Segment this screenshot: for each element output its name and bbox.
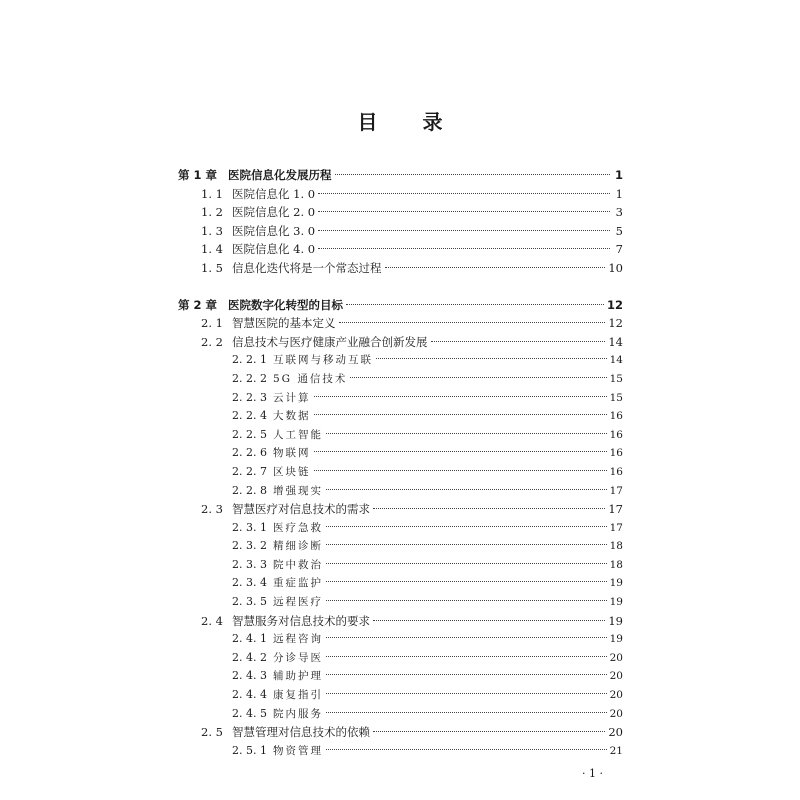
entry-number: 2. 5: [201, 725, 223, 740]
entry-number: 2. 4. 1: [232, 632, 267, 646]
entry-number: 第 2 章: [178, 297, 218, 312]
toc-section-entry[interactable]: [178, 333, 623, 352]
entry-number: 1. 2: [201, 205, 223, 220]
entry-title: 重症监护: [273, 577, 323, 590]
toc-section-entry[interactable]: [178, 500, 623, 519]
entry-page-number: 15: [609, 372, 623, 385]
entry-page-number: 19: [609, 577, 623, 590]
entry-number: 2. 2. 1: [232, 353, 267, 367]
entry-page-number: 17: [608, 502, 623, 517]
entry-title: 院内服务: [273, 707, 323, 720]
entry-page-number: 7: [615, 242, 623, 257]
entry-page-number: 1: [614, 168, 623, 182]
toc-subsection-entry[interactable]: [178, 389, 623, 408]
entry-title: 区块链: [273, 465, 311, 478]
entry-title: 医疗急救: [273, 521, 323, 534]
toc-section-entry[interactable]: [178, 723, 623, 742]
entry-number: 2. 3: [201, 502, 223, 517]
toc-section-entry[interactable]: [178, 314, 623, 333]
entry-title: 院中救治: [273, 558, 323, 571]
entry-number: 2. 2: [201, 334, 223, 349]
dot-leader: [314, 451, 607, 452]
entry-title: 远程咨询: [273, 633, 323, 646]
entry-page-number: 10: [608, 260, 623, 275]
dot-leader: [373, 731, 605, 732]
dot-leader: [326, 693, 607, 694]
toc-subsection-entry[interactable]: [178, 463, 623, 482]
entry-page-number: 20: [608, 725, 623, 740]
entry-number: 2. 5. 1: [232, 743, 267, 757]
dot-leader: [318, 193, 610, 194]
toc-section-entry[interactable]: [178, 612, 623, 631]
entry-title: 信息技术与医疗健康产业融合创新发展: [232, 334, 428, 349]
entry-number: 2. 4. 2: [232, 650, 267, 664]
entry-number: 2. 4. 5: [232, 706, 267, 720]
entry-number: 2. 3. 3: [232, 557, 267, 571]
table-of-contents: [178, 166, 623, 760]
dot-leader: [318, 248, 610, 249]
toc-section-entry[interactable]: [178, 185, 623, 204]
entry-page-number: 20: [609, 707, 623, 720]
entry-page-number: 16: [609, 428, 623, 441]
toc-subsection-entry[interactable]: [178, 370, 623, 389]
entry-page-number: 16: [609, 465, 623, 478]
toc-section-entry[interactable]: [178, 222, 623, 241]
entry-page-number: 17: [609, 521, 623, 534]
entry-page-number: 12: [608, 316, 623, 331]
toc-section-entry[interactable]: [178, 259, 623, 278]
entry-page-number: 17: [609, 484, 623, 497]
entry-page-number: 14: [608, 334, 623, 349]
entry-title: 医院信息化 4. 0: [232, 242, 316, 257]
entry-title: 互联网与移动互联: [273, 354, 373, 367]
entry-page-number: 1: [615, 186, 623, 201]
dot-leader: [326, 656, 607, 657]
entry-number: 2. 4. 3: [232, 669, 267, 683]
entry-number: 2. 3. 4: [232, 576, 267, 590]
entry-title: 智慧管理对信息技术的依赖: [232, 725, 370, 740]
entry-page-number: 20: [609, 670, 623, 683]
page-title: [0, 106, 800, 135]
entry-title: 人工智能: [273, 428, 323, 441]
entry-title: 康复指引: [273, 689, 323, 702]
entry-page-number: 18: [609, 540, 623, 553]
toc-subsection-entry[interactable]: [178, 351, 623, 370]
toc-subsection-entry[interactable]: [178, 593, 623, 612]
entry-number: 2. 2. 2: [232, 371, 267, 385]
entry-number: 1. 4: [201, 242, 223, 257]
dot-leader: [326, 489, 607, 490]
toc-subsection-entry[interactable]: [178, 667, 623, 686]
dot-leader: [326, 526, 607, 527]
entry-title: 远程医疗: [273, 596, 323, 609]
entry-title: 医院信息化 2. 0: [232, 205, 316, 220]
entry-page-number: 18: [609, 558, 623, 571]
entry-title: 智慧医疗对信息技术的需求: [232, 502, 370, 517]
toc-section-entry[interactable]: [178, 240, 623, 259]
entry-page-number: 19: [609, 633, 623, 646]
dot-leader: [376, 358, 607, 359]
entry-number: 第 1 章: [178, 168, 218, 182]
entry-title: 医院信息化发展历程: [228, 168, 332, 182]
dot-leader: [326, 712, 607, 713]
toc-subsection-entry[interactable]: [178, 649, 623, 668]
entry-title: 云计算: [273, 391, 311, 404]
dot-leader: [314, 396, 607, 397]
toc-subsection-entry[interactable]: [178, 537, 623, 556]
toc-chapter-entry[interactable]: [178, 296, 623, 315]
toc-chapter-entry[interactable]: [178, 166, 623, 185]
entry-number: 2. 2. 7: [232, 464, 267, 478]
entry-page-number: 16: [609, 447, 623, 460]
dot-leader: [326, 563, 607, 564]
entry-title: 增强现实: [273, 484, 323, 497]
entry-number: 2. 4: [201, 613, 223, 628]
page-number-footer: · 1 ·: [582, 767, 603, 780]
dot-leader: [346, 304, 604, 305]
entry-number: 2. 2. 3: [232, 390, 267, 404]
dot-leader: [314, 470, 607, 471]
dot-leader: [335, 174, 611, 175]
dot-leader: [314, 414, 607, 415]
entry-number: 2. 2. 4: [232, 409, 267, 423]
dot-leader: [326, 749, 607, 750]
dot-leader: [326, 600, 607, 601]
toc-subsection-entry[interactable]: [178, 556, 623, 575]
dot-leader: [326, 544, 607, 545]
entry-page-number: 5: [615, 223, 623, 238]
toc-subsection-entry[interactable]: [178, 686, 623, 705]
toc-subsection-entry[interactable]: [178, 742, 623, 761]
dot-leader: [326, 581, 607, 582]
entry-page-number: 20: [609, 689, 623, 702]
entry-number: 2. 3. 5: [232, 595, 267, 609]
entry-title: 分诊导医: [273, 651, 323, 664]
toc-subsection-entry[interactable]: [178, 444, 623, 463]
entry-page-number: 21: [609, 744, 623, 757]
dot-leader: [326, 674, 607, 675]
toc-subsection-entry[interactable]: [178, 705, 623, 724]
toc-subsection-entry[interactable]: [178, 574, 623, 593]
toc-subsection-entry[interactable]: [178, 407, 623, 426]
entry-page-number: 16: [609, 410, 623, 423]
dot-leader: [318, 230, 610, 231]
dot-leader: [326, 637, 607, 638]
entry-title: 智慧服务对信息技术的要求: [232, 613, 370, 628]
dot-leader: [385, 267, 606, 268]
entry-title: 医院信息化 1. 0: [232, 186, 316, 201]
entry-page-number: 14: [609, 354, 623, 367]
entry-page-number: 15: [609, 391, 623, 404]
entry-title: 辅助护理: [273, 670, 323, 683]
entry-page-number: 12: [606, 297, 623, 312]
entry-number: 1. 3: [201, 223, 223, 238]
entry-page-number: 19: [608, 613, 623, 628]
entry-title: 大数据: [273, 410, 311, 423]
entry-title: 医院数字化转型的目标: [228, 297, 343, 312]
toc-subsection-entry[interactable]: [178, 482, 623, 501]
entry-number: 2. 2. 8: [232, 483, 267, 497]
entry-page-number: 20: [609, 651, 623, 664]
toc-subsection-entry[interactable]: [178, 519, 623, 538]
dot-leader: [373, 508, 605, 509]
entry-number: 2. 1: [201, 316, 223, 331]
title-char-2: 录: [422, 110, 443, 134]
entry-page-number: 19: [609, 596, 623, 609]
entry-number: 2. 2. 6: [232, 446, 267, 460]
dot-leader: [431, 341, 606, 342]
dot-leader: [373, 620, 605, 621]
entry-title: 物联网: [273, 447, 311, 460]
entry-number: 2. 3. 1: [232, 520, 267, 534]
entry-title: 5G 通信技术: [273, 372, 348, 385]
toc-subsection-entry[interactable]: [178, 630, 623, 649]
title-char-1: 目: [357, 110, 378, 134]
entry-title: 精细诊断: [273, 540, 323, 553]
toc-section-entry[interactable]: [178, 203, 623, 222]
entry-number: 2. 3. 2: [232, 539, 267, 553]
dot-leader: [350, 377, 606, 378]
entry-number: 2. 2. 5: [232, 427, 267, 441]
entry-number: 1. 1: [201, 186, 223, 201]
entry-page-number: 3: [615, 205, 623, 220]
dot-leader: [326, 433, 607, 434]
dot-leader: [318, 211, 610, 212]
dot-leader: [339, 322, 606, 323]
entry-number: 2. 4. 4: [232, 688, 267, 702]
entry-title: 物资管理: [273, 744, 323, 757]
entry-title: 信息化迭代将是一个常态过程: [232, 260, 382, 275]
toc-subsection-entry[interactable]: [178, 426, 623, 445]
entry-title: 智慧医院的基本定义: [232, 316, 336, 331]
entry-title: 医院信息化 3. 0: [232, 223, 316, 238]
entry-number: 1. 5: [201, 260, 223, 275]
